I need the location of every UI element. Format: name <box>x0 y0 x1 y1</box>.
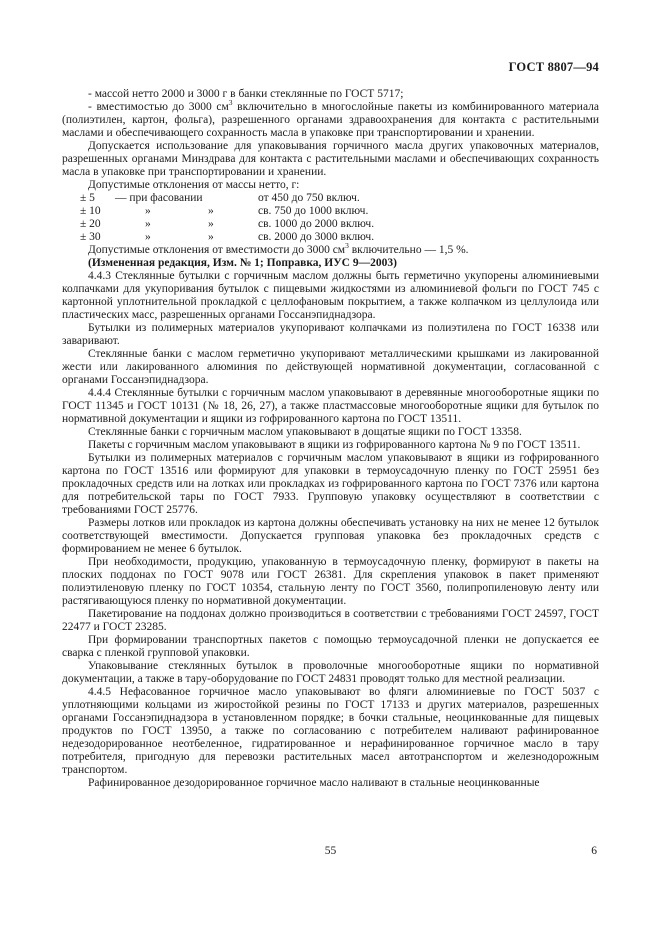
capacity-tolerance-rest: включительно — 1,5 %. <box>348 244 469 256</box>
para-palletizing: Пакетирование на поддонах должно производиться в соответствии с требованиями ГОСТ 24597, ГОСТ 22477 и ГОСТ 23285. <box>62 608 599 633</box>
tolerance-value: ± 30 <box>80 231 101 243</box>
para-packets-boxes: Пакеты с горчичным маслом упаковывают в ящики из гофрированного картона № 9 по ГОСТ 13511. <box>88 439 581 451</box>
para-tray-sizes: Размеры лотков или прокладок из картона должны обеспечивать установку на них не менее 12 бутылок соответствующей вместимости. Допускается групповая упаковка без прокладочных средств с формированием не менее 6 бутылок. <box>62 517 599 555</box>
list-item-capacity-rest: включительно в многослойные пакеты из комбинированного материала (полиэтилен, картон, фольга), разрешенного органами здравоохранения для контакта с растительными маслами и обеспечивающего сохранность масла в упаковке при транспортировании и хранении. <box>62 101 600 139</box>
para-capacity-tolerance <box>62 241 599 257</box>
para-4-4-3: 4.4.3 Стеклянные бутылки с горчичным маслом должны быть герметично укупорены алюминиевыми колпачками для укупоривания бутылок с пищевыми жидкостями из алюминиевой фольги по ГОСТ 745 с картонной уплотнительной прокладкой с целлофановым покрытием, а также колпачком из целлулоида или пластических масс, разрешенных органами Госсанэпиднадзора. <box>62 270 599 321</box>
tolerance-row-2 <box>62 205 599 218</box>
para-tolerance-intro: Допустимые отклонения от массы нетто, г: <box>88 179 300 191</box>
document-number: ГОСТ 8807—94 <box>508 60 599 74</box>
page-number-center: 55 <box>324 845 337 857</box>
para-other-materials: Допускается использование для упаковывания горчичного масла других упаковочных материалов, разрешенных органами Минздрава для контакта с растительными маслами и обеспечивающих сохранность масла в упаковке при транспортировании и хранении. <box>62 140 599 178</box>
para-glass-jars-capping: Стеклянные банки с маслом герметично укупоривают металлическими крышками из лакированной жести или лакированного алюминия по действующей нормативной документации, согласованной с органами Госсанэпиднадзора. <box>62 348 599 386</box>
para-refined-oil: Рафинированное дезодорированное горчичное масло наливают в стальные неоцинкованные <box>88 777 540 789</box>
para-4-4-5: 4.4.5 Нефасованное горчичное масло упаковывают во фляги алюминиевые по ГОСТ 5037 с уплотняющими кольцами из жиростойкой резины по ГОСТ 17133 и других материалов, разрешенных органами Госсанэпиднадзора в установленном порядке; в бочки стальные, неоцинкованные для пищевых продуктов по ГОСТ 13950, а также по согласованию с потребителем наливают рафинированное недезодорированное неотбеленное, гидратированное и нерафинированное горчичное масло в тару потребителя, пригодную для перевозки растительных масел автотранспортом и железнодорожным транспортом. <box>62 686 599 776</box>
tolerance-condition: — при фасовании <box>115 192 203 204</box>
para-wire-boxes: Упаковывание стеклянных бутылок в проволочные многооборотные ящики по нормативной документации, а также в тару-оборудование по ГОСТ 24831 проводят только для местной реализации. <box>62 660 599 685</box>
list-item-capacity-text: - вместимостью до 3000 см <box>88 101 229 113</box>
para-polymer-bottles-capping: Бутылки из полимерных материалов укупоривают колпачками из полиэтилена по ГОСТ 16338 или заваривают. <box>62 322 599 347</box>
ditto-mark: » <box>208 231 214 243</box>
tolerance-value: ± 5 <box>80 192 95 204</box>
ditto-mark: » <box>145 218 151 230</box>
ditto-mark: » <box>145 231 151 243</box>
page-header <box>62 60 599 75</box>
tolerance-value: ± 10 <box>80 205 101 217</box>
tolerance-range: св. 1000 до 2000 включ. <box>258 218 375 230</box>
para-transport-packets: При формировании транспортных пакетов с помощью термоусадочной пленки не допускается ее сварка с пленкой групповой упаковки. <box>62 634 599 659</box>
superscript-3: 3 <box>228 98 233 108</box>
tolerance-range: св. 2000 до 3000 включ. <box>258 231 375 243</box>
list-item-capacity <box>62 98 600 140</box>
tolerance-value: ± 20 <box>80 218 101 230</box>
tolerance-row-4 <box>62 231 599 244</box>
ditto-mark: » <box>145 205 151 217</box>
tolerance-row-1 <box>62 192 599 205</box>
page-number-right: 6 <box>591 845 597 857</box>
tolerance-row-3 <box>62 218 599 231</box>
tolerance-range: св. 750 до 1000 включ. <box>258 205 369 217</box>
para-4-4-4: 4.4.4 Стеклянные бутылки с горчичным маслом упаковывают в деревянные многооборотные ящики по ГОСТ 11345 и ГОСТ 10131 (№ 18, 26, 27), а также пластмассовые многооборотные ящики для бутылок по нормативной документации и ящики из гофрированного картона по ГОСТ 13511. <box>62 387 599 425</box>
para-amendment-note: (Измененная редакция, Изм. № 1; Поправка, ИУС 9—2003) <box>88 257 397 269</box>
superscript-3: 3 <box>345 241 349 251</box>
list-item-net-mass: - массой нетто 2000 и 3000 г в банки стеклянные по ГОСТ 5717; <box>88 88 404 100</box>
para-shrink-film-pallets: При необходимости, продукцию, упакованную в термоусадочную пленку, формируют в пакеты на плоских поддонах по ГОСТ 9078 или ГОСТ 26381. Для скрепления упаковок в пакет применяют полиэтиленовую пленку по ГОСТ 10354, стальную ленту по ГОСТ 3560, полипропиленовую ленту или растягивающуюся пленку по нормативной документации. <box>62 556 599 607</box>
capacity-tolerance-text: Допустимые отклонения от вместимости до 3000 см <box>88 244 346 256</box>
ditto-mark: » <box>208 205 214 217</box>
document-body <box>62 88 599 790</box>
ditto-mark: » <box>208 218 214 230</box>
tolerance-range: от 450 до 750 включ. <box>258 192 360 204</box>
para-polymer-bottles-packing: Бутылки из полимерных материалов с горчичным маслом упаковывают в ящики из гофрированного картона по ГОСТ 13516 или формируют для упаковки в термоусадочную пленку по ГОСТ 25951 без прокладочных средств или на лотках или прокладках из гофрированного картона по ГОСТ 7376 или картона для потребительской тары по ГОСТ 7933. Групповую упаковку осуществляют в соответствии с требованиями ГОСТ 25776. <box>62 452 599 516</box>
para-glass-jars-boxes: Стеклянные банки с горчичным маслом упаковывают в дощатые ящики по ГОСТ 13358. <box>88 426 522 438</box>
